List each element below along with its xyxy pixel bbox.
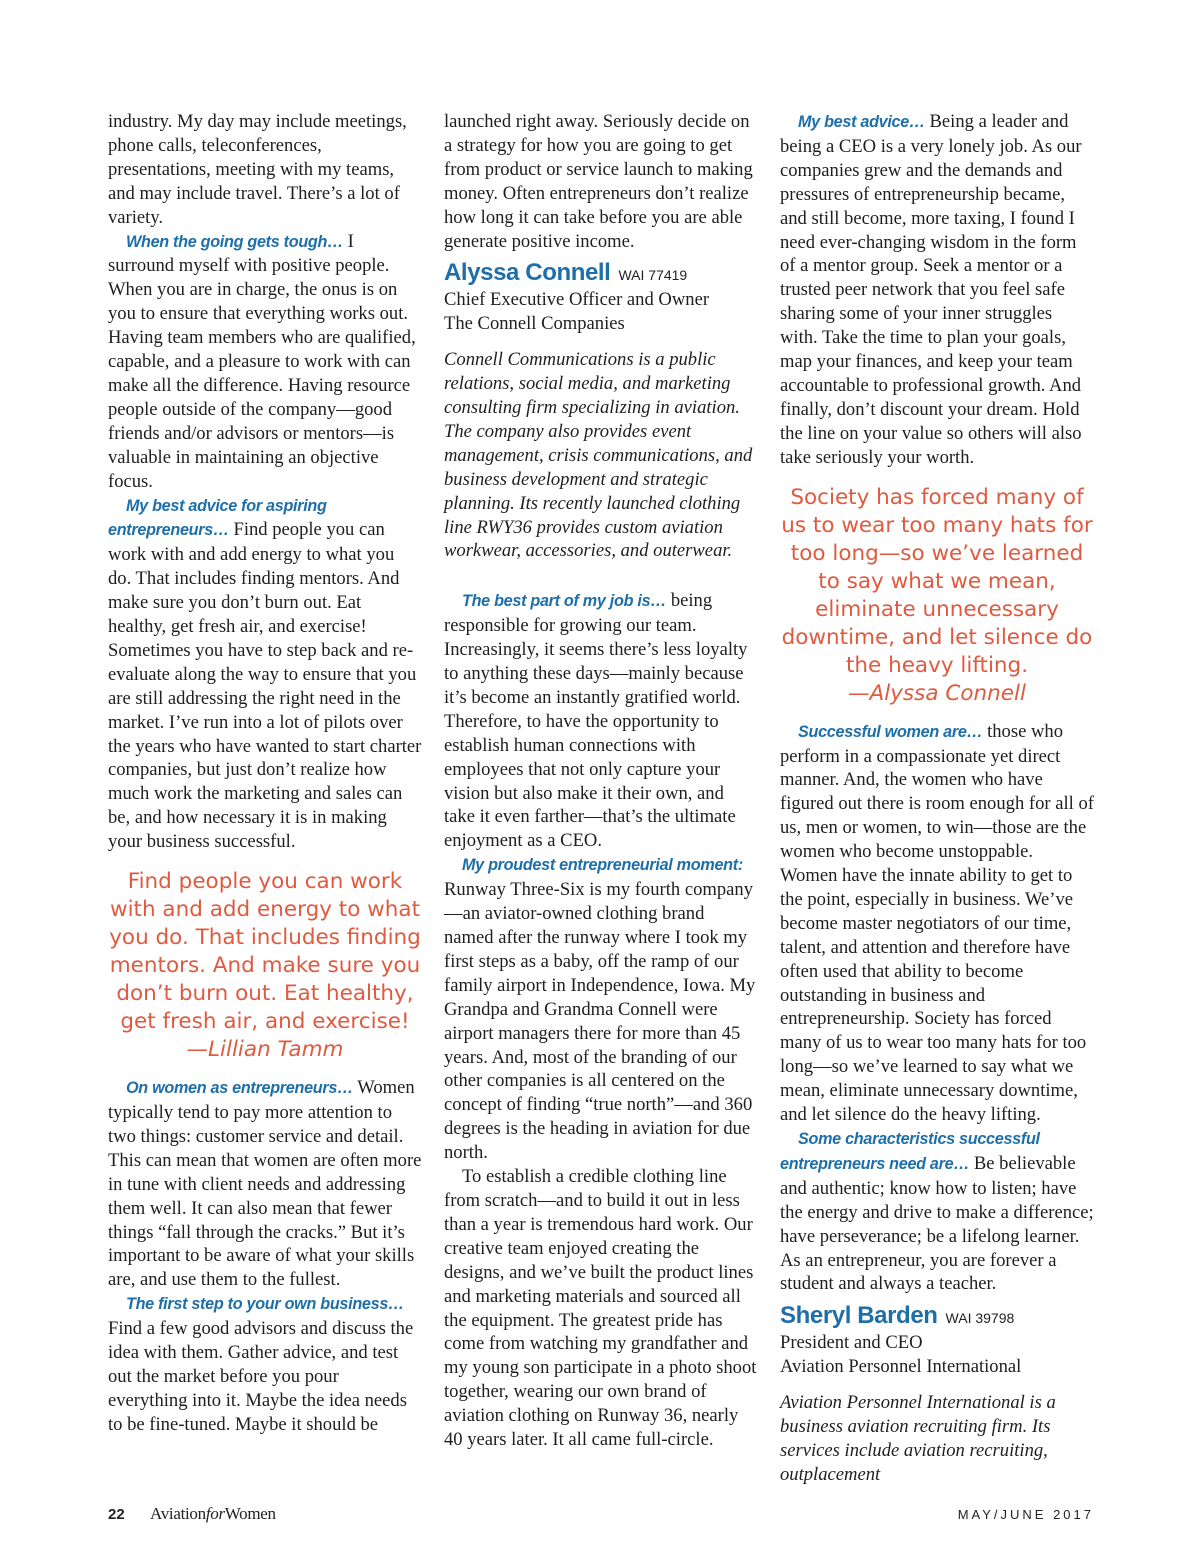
paragraph [108,110,422,230]
lead-in: The best part of my job is… [462,592,667,611]
magazine-title-part: Women [224,1504,276,1523]
pull-quote [108,868,422,1064]
pull-quote-text: Society has forced many of us to wear too many hats for too long—so we’ve learned to say what we mean, eliminate unnecessary downtime, and let silence do the heavy lifting. [781,484,1093,678]
column-3 [780,110,1094,1487]
pull-quote [780,484,1094,708]
paragraph [444,1165,758,1452]
lead-in: Some characteristics successful entrepreneurs need are… [780,1130,1040,1173]
profile-header [444,261,758,288]
lead-in: When the going gets tough… [126,232,343,251]
magazine-title-part: Aviation [150,1504,206,1523]
paragraph [108,1076,422,1292]
body-text: Be believable and authentic; know how to listen; have the energy and drive to make a difference; have perseverance; be a lifelong learner. As an entrepreneur, you are forever a student and always a teacher. [780,1152,1094,1295]
paragraph [108,494,422,855]
pull-quote-text: Find people you can work with and add energy to what you do. That includes finding mentors. And make sure you don’t burn out. Eat healthy, get fresh air, and exercise! [109,869,421,1035]
paragraph [780,720,1094,1127]
column-2 [444,110,758,1452]
company-description: Connell Communications is a public relations, social media, and marketing consulting firm specializing in aviation. The company also provides event management, crisis communications, and business development and strategic planning. Its recently launched clothing line RWY36 provides custom aviation workwear, accessories, and outerwear. [444,349,753,562]
lead-in: My best advice… [798,113,925,131]
pull-quote-attribution: —Alyssa Connell [848,680,1026,706]
profile-name: Alyssa Connell [444,259,611,287]
paragraph [108,230,422,494]
body-text: those who perform in a compassionate yet direct manner. And, the women who have figured out there is room enough for all of us, men or women, to win—those are the women who become unstoppable. Women have the innate ability to get to the point, especially in business. We’ve become master negotiators of our time, talent, and attention and therefore have often used that ability to become outstanding in business and entrepreneurship. Society has forced many of us to wear too many hats for too long—so we’ve learned to say what we mean, eliminate unnecessary downtime, and let silence do the heavy lifting. [780,720,1094,1126]
page-number: 22 [108,1506,125,1523]
company-description: Aviation Personnel International is a business aviation recruiting firm. Its services include aviation recruiting, outplacement [780,1392,1056,1485]
profile-company: The Connell Companies [444,313,625,335]
paragraph [444,589,758,853]
profile-wai-number: WAI 77419 [618,267,688,284]
magazine-title [150,1504,276,1524]
profile-title: President and CEO [780,1332,923,1354]
profile-company: Aviation Personnel International [780,1356,1022,1378]
lead-in: My best advice for aspiring entrepreneurs… [108,496,327,540]
paragraph [444,110,758,253]
body-text: Find a few good advisors and discuss the idea with them. Gather advice, and test out the market before you pour everything into it. Maybe the idea needs to be fine-tuned. Maybe it should be [108,1318,414,1435]
profile-name: Sheryl Barden [780,1302,938,1330]
profile-wai-number: WAI 39798 [945,1310,1015,1327]
body-text: To establish a credible clothing line from scratch—and to build it out in less than a year is tremendous hard work. Our creative team enjoyed creating the designs, and we’ve built the product lines and marketing materials and sourced all the equipment. The greatest pride has come from watching my grandfather and my young son participate in a photo shoot together, wearing our own brand of aviation clothing on Runway 36, nearly 40 years later. It all came full-circle. [444,1166,757,1451]
paragraph [780,110,1094,470]
magazine-title-part: for [205,1504,225,1523]
body-text: I surround myself with positive people. When you are in charge, the onus is on you to ensure that everything works out. Having team members who are qualified, capable, and a pleasure to work with can make all the difference. Having resource people outside of the company—good friends and/or advisors or mentors—is valuable in maintaining an objective focus. [108,230,416,492]
body-text: Runway Three-Six is my fourth company—an aviator-owned clothing brand named after the runway where I took my first steps as a baby, off the ramp of our family airport in Independence, Iowa. My Grandpa and Grandma Connell were airport managers there for more than 45 years. And, most of the branding of our other companies is all centered on the concept of finding “true north”—and 360 degrees is the heading in aviation for due north. [444,879,756,1164]
paragraph [444,853,758,1165]
profile-header [780,1304,1094,1331]
lead-in: The first step to your own business… [126,1295,404,1314]
body-text: Being a leader and being a CEO is a very lonely job. As our companies grew and the demands and pressures of entrepreneurship became, and still become, more taxing, I found I need ever-changing wisdom in the form of a mentor group. Seek a mentor or a trusted peer network that you feel safe sharing some of your inner struggles with. Take the time to plan your goals, map your finances, and keep your team accountable to professional growth. And finally, don’t discount your dream. Hold the line on your value so others will also take seriously your worth. [780,111,1082,468]
page-footer [108,1504,1094,1528]
paragraph [108,1292,422,1436]
body-text: industry. My day may include meetings, phone calls, teleconferences, presentations, meeting with my teams, and may include travel. There’s a lot of variety. [108,111,407,228]
lead-in: On women as entrepreneurs… [126,1079,353,1098]
body-text: Find people you can work with and add energy to what you do. That includes finding mentors. And make sure you don’t burn out. Eat healthy, get fresh air, and exercise! Sometimes you have to step back and re-evaluate along the way to ensure that you are still addressing the right need in the market. I’ve run into a lot of pilots over the years who have wanted to start charter companies, but just don’t realize how much work the marketing and sales can be, and how necessary it is in making your business successful. [108,519,422,853]
column-1 [108,110,422,1437]
body-text: being responsible for growing our team. Increasingly, it seems there’s less loyalty to anything these days—mainly because it’s become an instantly gratified world. Therefore, to have the opportunity to establish human connections with employees that not only capture your vision but also make it their own, and take it even farther—that’s the ultimate enjoyment as a CEO. [444,590,748,852]
body-text: Women typically tend to pay more attention to two things: customer service and detail. This can mean that women are often more in tune with client needs and addressing them well. It can also mean that fewer things “fall through the cracks.” But it’s important to be aware of what your skills are, and use them to the fullest. [108,1077,422,1291]
lead-in: My proudest entrepreneurial moment: [462,856,743,875]
pull-quote-attribution: —Lillian Tamm [186,1037,344,1063]
issue-date: MAY/JUNE 2017 [957,1507,1094,1522]
paragraph [780,1127,1094,1296]
profile-title: Chief Executive Officer and Owner [444,289,710,311]
lead-in: Successful women are… [798,722,983,741]
body-text: launched right away. Seriously decide on a strategy for how you are going to get from product or service launch to making money. Often entrepreneurs don’t realize how long it can take before you are able generate positive income. [444,111,753,252]
